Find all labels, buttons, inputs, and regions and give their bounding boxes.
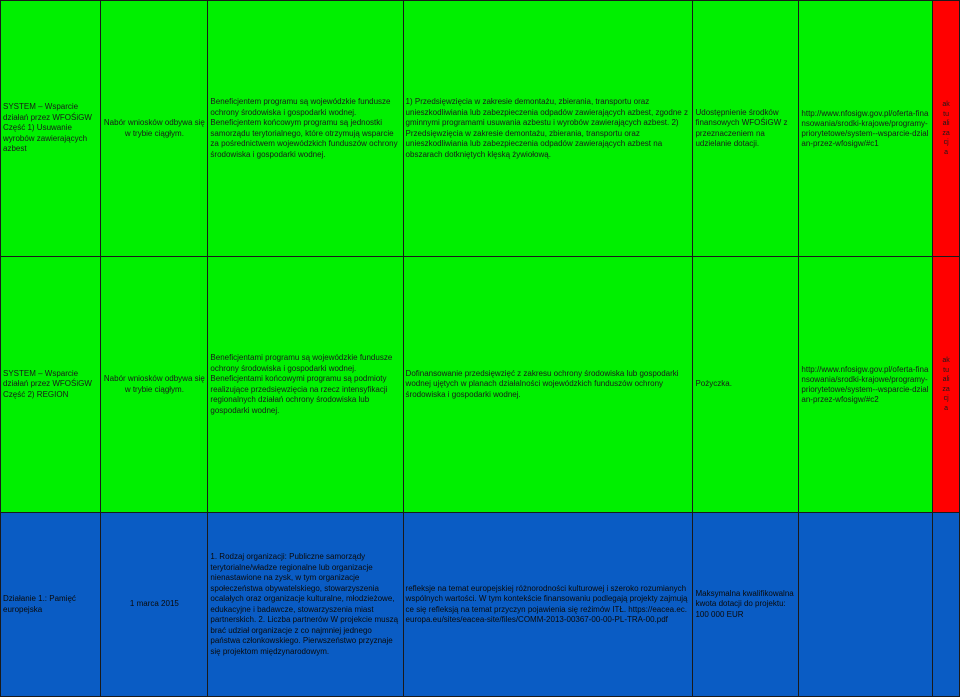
status-cell <box>933 513 960 697</box>
program-link[interactable]: http://www.nfosigw.gov.pl/oferta-finansowania/srodki-krajowe/programy-priorytetowe/system--wsparcie-dzialan-przez-wfosigw/#c2 <box>801 364 929 404</box>
link-cell[interactable] <box>799 1 933 257</box>
link-cell[interactable] <box>799 257 933 513</box>
scope-cell: 1) Przedsięwzięcia w zakresie demontażu, zbierania, transportu oraz unieszkodliwiania lub zabezpieczenia odpadów zawierających azbest, zgodne z gminnymi programami usuwania azbestu i wyrobów zawierających azbest. 2) Przedsięwzięcia w zakresie demontażu, zbierania, transportu oraz unieszkodliwiania lub zabezpieczenia odpadów zawierających azbest na obszarach dotkniętych klęską żywiołową. <box>403 1 693 257</box>
status-label: aktualizacja <box>942 357 950 412</box>
table-row <box>1 1 960 257</box>
recruitment-cell: 1 marca 2015 <box>101 513 208 697</box>
table-row <box>1 257 960 513</box>
beneficiaries-cell: 1. Rodzaj organizacji: Publiczne samorządy terytorialne/władze regionalne lub organizacje nienastawione na zysk, w tym organizacje społeczeństwa obywatelskiego, stowarzyszenia ocalałych oraz organizacje kulturalne, młodzieżowe, edukacyjne i badawcze, stowarzyszenia miast partnerskich. 2. Liczba partnerów W projekcie muszą brać udział organizacje z co najmniej jednego państwa członkowskiego. Pierwszeństwo przyznaje się projektom międzynarodowym. <box>208 513 403 697</box>
table-row <box>1 513 960 697</box>
recruitment-cell: Nabór wniosków odbywa się w trybie ciągłym. <box>101 257 208 513</box>
program-name-cell: SYSTEM – Wsparcie działań przez WFOŚiGW Część 2) REGION <box>1 257 101 513</box>
scope-cell: refleksje na temat europejskiej różnorodności kulturowej i szeroko rozumianych wspólnych wartości. W tym kontekście finansowaniu podlegają projekty zajmujące się refleksją na temat przyczyn pojawienia się reżimów ITŁ. https://eacea.ec.europa.eu/sites/eacea-site/files/COMM-2013-00367-00-00-PL-TRA-00.pdf <box>403 513 693 697</box>
support-form-cell: Udostępnienie środków finansowych WFOŚiGW z przeznaczeniem na udzielanie dotacji. <box>693 1 799 257</box>
program-name-cell: Działanie 1.: Pamięć europejska <box>1 513 101 697</box>
status-label: aktualizacja <box>942 101 950 156</box>
status-cell <box>933 1 960 257</box>
recruitment-cell: Nabór wniosków odbywa się w trybie ciągłym. <box>101 1 208 257</box>
link-cell <box>799 513 933 697</box>
support-form-cell: Pożyczka. <box>693 257 799 513</box>
program-link[interactable]: http://www.nfosigw.gov.pl/oferta-finansowania/srodki-krajowe/programy-priorytetowe/system--wsparcie-dzialan-przez-wfosigw/#c1 <box>801 108 929 148</box>
status-cell <box>933 257 960 513</box>
beneficiaries-cell: Beneficjentami programu są wojewódzkie fundusze ochrony środowiska i gospodarki wodnej. Beneficjentami końcowymi programu są podmioty realizujące przedsięwzięcia na rzecz intensyfikacji regionalnych działań ochrony środowiska lub gospodarki wodnej. <box>208 257 403 513</box>
program-name-cell: SYSTEM – Wsparcie działań przez WFOŚiGW Część 1) Usuwanie wyrobów zawierających azbest <box>1 1 101 257</box>
scope-cell: Dofinansowanie przedsięwzięć z zakresu ochrony środowiska lub gospodarki wodnej ujętych w planach działalności wojewódzkich funduszów ochrony środowiska i gospodarki wodnej. <box>403 257 693 513</box>
support-form-cell: Maksymalna kwalifikowalna kwota dotacji do projektu: 100 000 EUR <box>693 513 799 697</box>
beneficiaries-cell: Beneficjentem programu są wojewódzkie fundusze ochrony środowiska i gospodarki wodnej. Beneficjentem końcowym programu są jednostki samorządu terytorialnego, które otrzymują wsparcie za pośrednictwem wojewódzkich funduszów ochrony środowiska i gospodarki wodnej. <box>208 1 403 257</box>
